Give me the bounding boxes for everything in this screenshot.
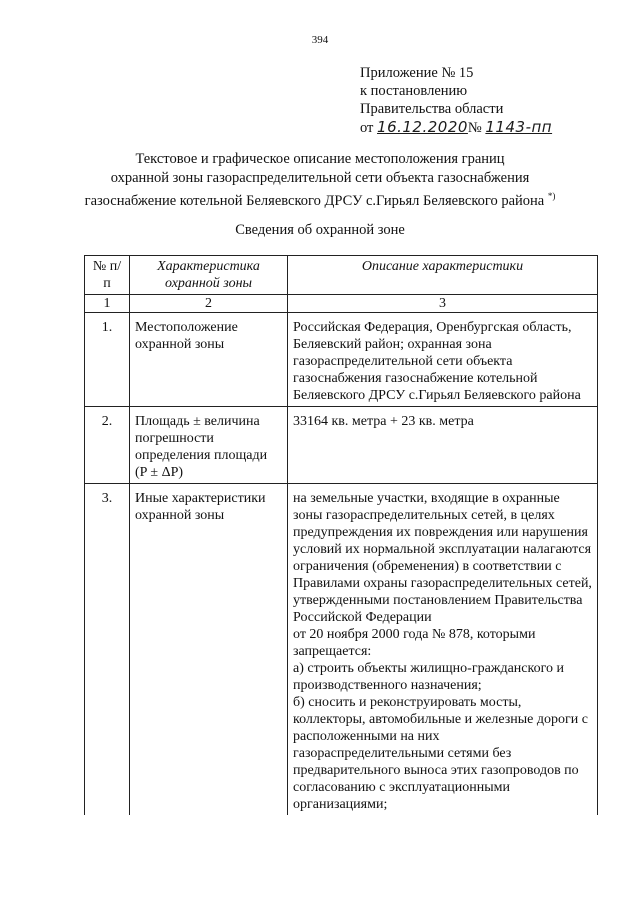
appendix-line-3: Правительства области (360, 101, 504, 117)
row-characteristic: Местоположение охранной зоны (130, 313, 288, 407)
row-description-paragraph: от 20 ноября 2000 года № 878, которыми запрещается: (293, 627, 536, 659)
table-row (85, 407, 598, 484)
row-description (288, 484, 598, 816)
table-row (85, 484, 598, 816)
row-description: Российская Федерация, Оренбургская область, Беляевский район; охранная зона газораспределительной сети объекта газоснабжения газоснабжение котельной Беляевского ДРСУ с.Гирьял Беляевского района (288, 313, 598, 407)
header-description: Описание характеристики (288, 256, 598, 295)
row-description-paragraph: б) сносить и реконструировать мосты, коллекторы, автомобильные и железные дороги с расположенными на них газораспределительными сетями без предварительного выноса этих газопроводов по согласованию с эксплуатационными организациями; (293, 695, 588, 812)
footnote-mark: *) (547, 191, 556, 201)
handwritten-date: 16.12.2020 (377, 118, 468, 136)
row-description-paragraph: а) строить объекты жилищно-гражданского и производственного назначения; (293, 661, 564, 693)
row-number: 2. (85, 407, 130, 484)
appendix-block (360, 64, 552, 137)
page-number: 394 (311, 34, 329, 46)
row-number: 1. (85, 313, 130, 407)
title-line-2: охранной зоны газораспределительной сети объекта газоснабжения (110, 169, 530, 186)
number-sign: № (467, 120, 482, 136)
appendix-line-1: Приложение № 15 (360, 65, 474, 81)
row-characteristic: Иные характеристики охранной зоны (130, 484, 288, 816)
column-number-2: 2 (130, 295, 288, 313)
header-characteristic: Характеристика охранной зоны (130, 256, 288, 295)
row-description-paragraph: на земельные участки, входящие в охранные зоны газораспределительных сетей, в целях предупреждения их повреждения или нарушения условий их нормальной эксплуатации налагаются ограничения (обременения) в соответствии с Правилами охраны газораспределительных сетей, утвержденными постановлением Правительства Российской Федерации (293, 491, 592, 625)
appendix-line-2: к постановлению (360, 83, 468, 99)
column-number-1: 1 (85, 295, 130, 313)
row-number: 3. (85, 484, 130, 816)
column-number-3: 3 (288, 295, 598, 313)
column-number-row (85, 295, 598, 313)
handwritten-number: 1143-пп (485, 118, 553, 136)
row-description: 33164 кв. метра + 23 кв. метра (288, 407, 598, 484)
header-number: № п/п (85, 256, 130, 295)
appendix-prefix-from: от (360, 120, 374, 136)
document-title (0, 150, 640, 210)
appendix-line-4 (360, 118, 552, 137)
row-characteristic: Площадь ± величина погрешности определения площади (P ± ΔP) (130, 407, 288, 484)
section-title: Сведения об охранной зоне (235, 222, 405, 238)
title-line-3-text: газоснабжение котельной Беляевского ДРСУ с.Гирьял Беляевского района (84, 192, 545, 209)
table-header-row (85, 256, 598, 295)
title-line-1: Текстовое и графическое описание местоположения границ (135, 151, 505, 167)
title-line-3 (0, 187, 640, 210)
table-row (85, 313, 598, 407)
protection-zone-table (84, 255, 598, 815)
